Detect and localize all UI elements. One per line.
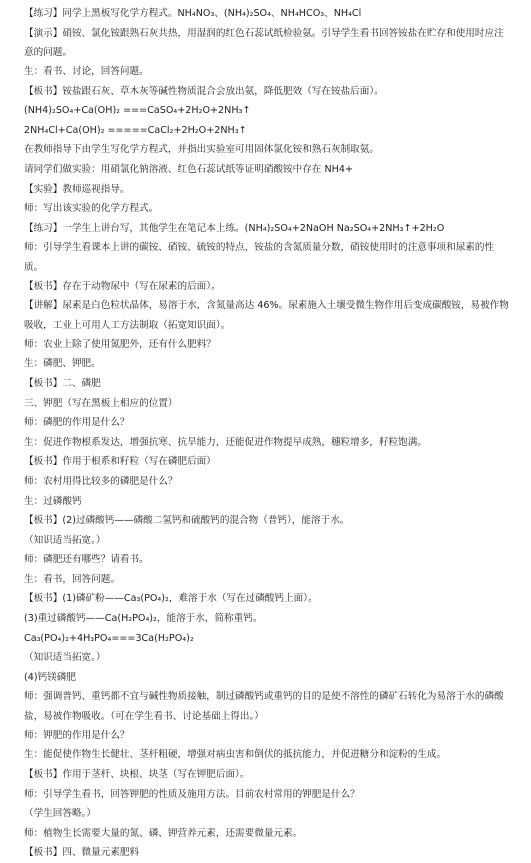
text-line: 【板书】四、微量元素肥料 — [24, 847, 140, 859]
text-line: 师：农业上除了使用氮肥外，还有什么肥料？ — [24, 338, 216, 350]
text-line: 生：看书，回答问题。 — [24, 573, 120, 585]
text-line: 【实验】教师巡视指导。 — [24, 183, 130, 195]
text-line: 【板书】二、磷肥 — [24, 377, 101, 389]
text-line: （知识适当拓宽。） — [24, 652, 106, 664]
text-line: 生：看书、讨论，回答问题。 — [24, 66, 149, 77]
text-line: (3)重过磷酸钙——Ca(H₂PO₄)₂，能溶于水，简称重钙。 — [24, 613, 263, 625]
text-line: 师：农村用得比较多的磷肥是什么？ — [24, 475, 178, 487]
text-line: 【板书】存在于动物尿中（写在尿素的后面）。 — [24, 280, 221, 292]
text-line: 师：写出该实验的化学方程式。 — [24, 203, 159, 215]
equation-line: 【练习】一学生上讲台写，其他学生在笔记本上练。(NH₄)₂SO₄+2NaOH Na₂SO₄+2NH₃↑+2H₂O — [24, 222, 445, 234]
equation-line: 2NH₄Cl+Ca(OH)₂ =====CaCl₂+2H₂O+2NH₃↑ — [24, 124, 247, 136]
text-line: 师：磷肥的作用是什么？ — [24, 417, 130, 429]
text-line: 师：植物生长需要大量的氮、磷、钾营养元素，还需要微量元素。 — [24, 827, 303, 839]
text-line: （学生回答略。） — [24, 808, 96, 820]
text-line: 【板书】(2)过磷酸钙——磷酸二氢钙和硫酸钙的混合物（普钙），能溶于水。 — [24, 515, 350, 527]
text-line: 【板书】作用于茎杆、块根、块茎（写在钾肥后面）。 — [24, 769, 250, 781]
text-line: 师：强调普钙、重钙都不宜与碱性物质接触，制过磷酸钙或重钙的目的是使不溶性的磷矿石转化为易溶于水的磷酸盐，易被作物吸收。（可在学生看书、讨论基础上得出。） — [24, 691, 504, 722]
text-line: 师：钾肥的作用是什么？ — [24, 729, 130, 741]
text-line: (4)钙镁磷肥 — [24, 671, 76, 683]
text-line: 【板书】作用于根系和籽粒（写在磷肥后面） — [24, 456, 216, 468]
text-line: 【板书】铵盐跟石灰、草木灰等碱性物质混合会放出氨，降低肥效（写在铵盐后面）。 — [24, 85, 384, 97]
text-line: 【讲解】尿素是白色粒状晶体，易溶于水，含氮量高达 46%。尿素施入土壤受微生物作用后变成碳酸铵，易被作物吸收，工业上可用人工方法制取（拓宽知识面）。 — [24, 300, 509, 331]
text-line: 【练习】同学上黑板写化学方程式。NH₄NO₃、(NH₄)₂SO₄、NH₄HCO₃、NH₄Cl — [24, 8, 362, 19]
text-line: 【演示】硝铵、氯化铵跟熟石灰共热，用湿润的红色石蕊试纸检验氨。引导学生看书回答铵盐在贮存和使用时应注意的问题。 — [24, 27, 504, 58]
text-line: （知识适当拓宽。） — [24, 534, 106, 546]
text-line: 生：能促使作物生长健壮、茎杆粗硬，增强对病虫害和倒伏的抵抗能力，并促进糖分和淀粉的生成。 — [24, 749, 447, 761]
equation-line: Ca₃(PO₄)₂+4H₃PO₄===3Ca(H₂PO₄)₂ — [24, 632, 194, 644]
text-line: 生：磷肥、钾肥。 — [24, 358, 101, 370]
text-line: 三、钾肥（写在黑板上相应的位置） — [24, 397, 178, 409]
text-line: 师：引导学生看书，回答钾肥的性质及施用方法。目前农村常用的钾肥是什么？ — [24, 788, 360, 800]
text-line: 生：促进作物根系发达，增强抗寒、抗旱能力，还能促进作物提早成熟，穗粒增多，籽粒饱满。 — [24, 436, 427, 448]
text-line: 师：磷肥还有哪些？请看书。 — [24, 554, 149, 566]
document-page — [24, 4, 512, 863]
equation-line: (NH4)₂SO₄+Ca(OH)₂ ===CaSO₄+2H₂O+2NH₃↑ — [24, 105, 251, 117]
text-line: 请同学们做实验：用硝氯化钠溶液、红色石蕊试纸等证明硝酸铵中存在 NH4+ — [24, 163, 353, 175]
text-line: 在教师指导下由学生写化学方程式，并指出实验室可用固体氯化铵和熟石灰制取氨。 — [24, 144, 379, 156]
text-line: 师：引导学生看课本上讲的碳铵、硝铵、硫铵的特点，铵盐的含氮质量分数，硝铵使用时的注意事项和尿素的性质。 — [24, 242, 495, 273]
text-line: 生：过磷酸钙 — [24, 495, 82, 507]
text-line: 【板书】(1)磷矿粉——Ca₃(PO₄)₂，难溶于水（写在过磷酸钙上面）。 — [24, 593, 318, 605]
